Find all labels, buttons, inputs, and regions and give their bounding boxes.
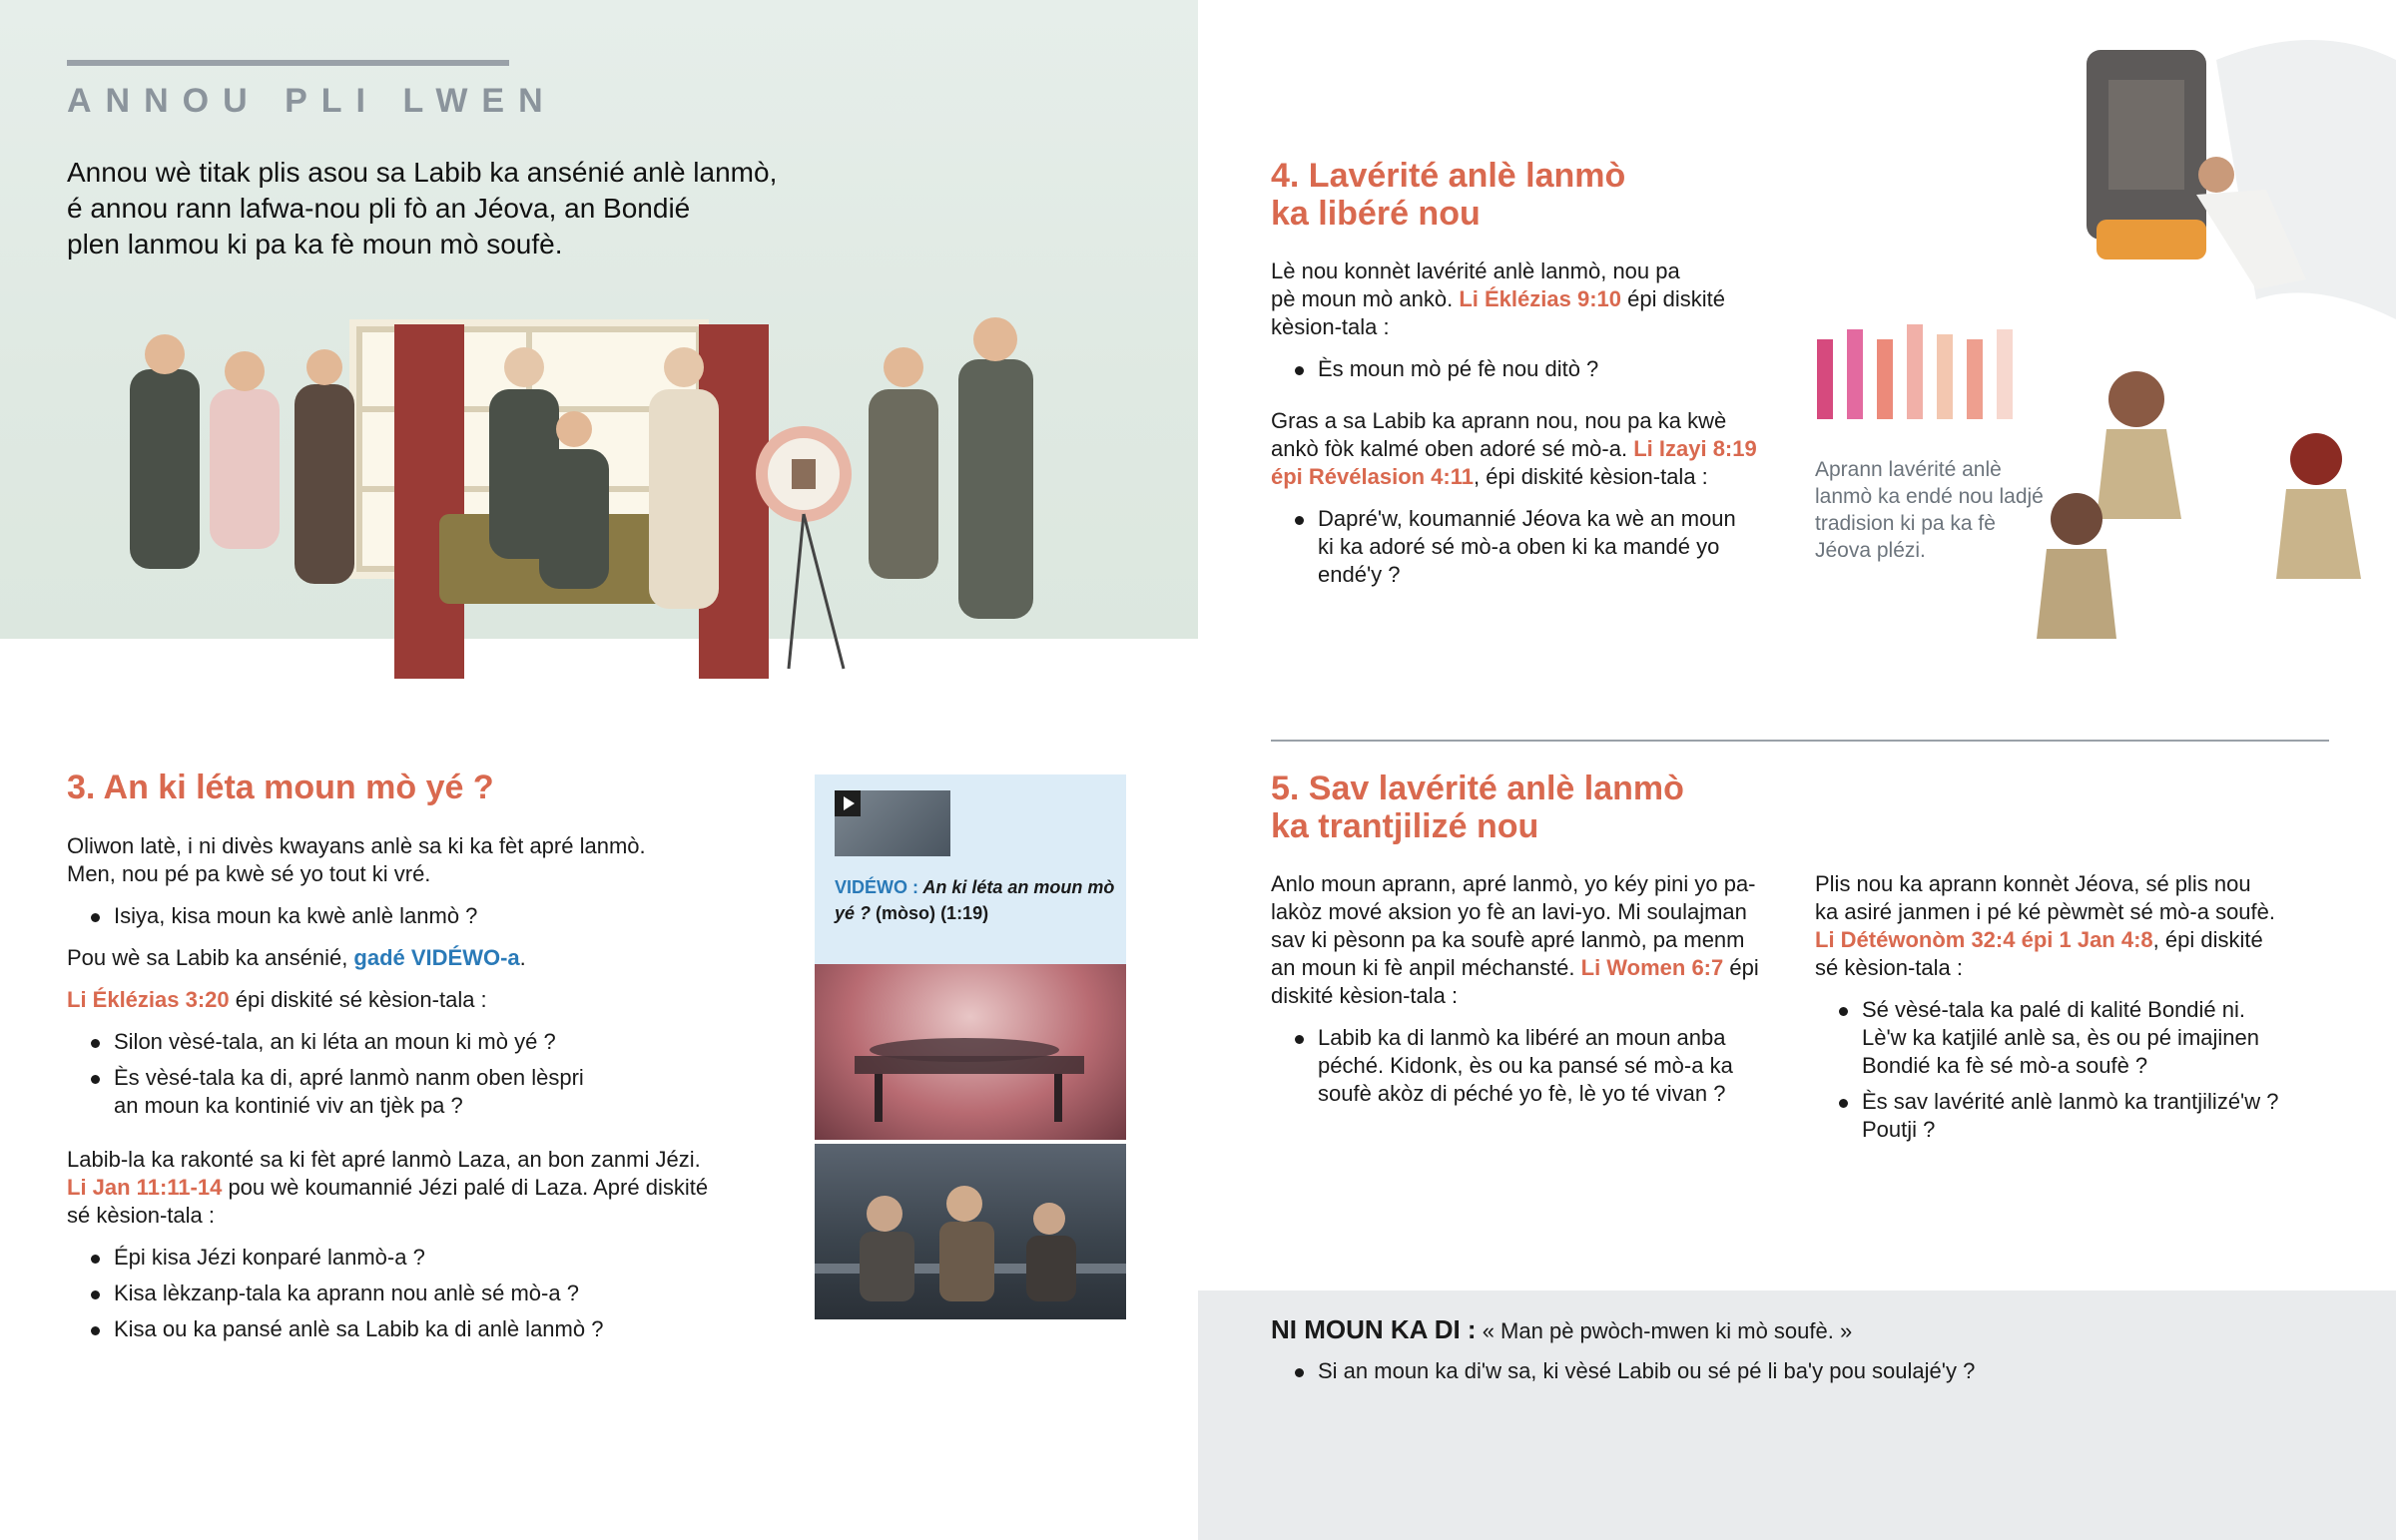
section-5-column-2: Plis nou ka aprann konnèt Jéova, sé plis nou ka asiré janmen i pé ké pèwmèt sé mò-a soufè. Li Détéwonòm 32:4 épi 1 Jan 4:8, épi diskité sé kèsion-tala : Sé vèsé-tala ka palé di kalité Bondié ni. Lè'w ka katjilé anlè sa, ès ou pé imajinen Bondié ka fè sé mò-a soufè ? Ès sav lavérité anlè lanmò ka trantjilizé'w ? Poutji ? bbox=[1815, 870, 2334, 1158]
scripture-link[interactable]: Li Éklézias 3:20 bbox=[67, 987, 230, 1012]
question-item: Kisa ou ka pansé anlè sa Labib ka di anlè lanmò ? bbox=[67, 1315, 766, 1343]
question-item: Isiya, kisa moun ka kwè anlè lanmò ? bbox=[67, 902, 766, 930]
watch-video-link[interactable]: gadé VIDÉWO-a bbox=[353, 945, 520, 970]
section-5-title: 5. Sav lavérité anlè lanmò ka trantjilizé nou bbox=[1271, 770, 1684, 845]
video-caption: VIDÉWO : An ki léta an moun mò yé ? (mòso) (1:19) bbox=[835, 877, 1115, 923]
grieving-people-photo bbox=[815, 1144, 1126, 1319]
scripture-link[interactable]: épi Révélasion 4:11 bbox=[1271, 464, 1474, 489]
header-rule bbox=[67, 60, 509, 66]
question-item: Silon vèsé-tala, an ki léta an moun ki mò yé ? bbox=[67, 1028, 766, 1056]
page-title: ANNOU PLI LWEN bbox=[67, 82, 557, 120]
question-item: Si an moun ka di'w sa, ki vèsé Labib ou sé pé li ba'y pou soulajé'y ? bbox=[1271, 1357, 1975, 1385]
question-item: Épi kisa Jézi konparé lanmò-a ? bbox=[67, 1244, 766, 1272]
question-item: Ès vèsé-tala ka di, apré lanmò nanm oben lèspri an moun ka kontinié viv an tjèk pa ? bbox=[67, 1064, 766, 1120]
scripture-link[interactable]: Li Éklézias 9:10 bbox=[1459, 286, 1621, 311]
question-item: Ès moun mò pé fè nou ditò ? bbox=[1271, 355, 1790, 383]
question-item: Kisa lèkzanp-tala ka aprann nou anlè sé mò-a ? bbox=[67, 1280, 766, 1307]
intro-text: Annou wè titak plis asou sa Labib ka ansénié anlè lanmò, é annou rann lafwa-nou pli fò an Jéova, an Bondié plen lanmou ki pa ka fè moun mò soufè. bbox=[67, 157, 778, 259]
question-item: Dapré'w, koumannié Jéova ka wè an moun ki ka adoré sé mò-a oben ki ka mandé yo endé'y ? bbox=[1271, 505, 1790, 589]
section-5-column-1: Anlo moun aprann, apré lanmò, yo kéy pini yo pa- lakòz mové aksion yo fè an lavi-yo. Mi soulajman sav ki pèsonn pa ka soufè apré lanmò, pa menm an moun ki fè anpil méchansté. Li Women 6:7 épi diskité kèsion-tala : Labib ka di lanmò ka libéré an moun anba péché. Kidonk, ès ou ka pansé sé mò-a ka soufè akòz di péché yo fè, lè yo té vivan ? bbox=[1271, 870, 1790, 1122]
section-3-title: 3. An ki léta moun mò yé ? bbox=[67, 769, 494, 806]
section-3-body: Oliwon latè, i ni divès kwayans anlè sa ki ka fèt apré lanmò. Men, nou pé pa kwè sé yo tout ki vré. Isiya, kisa moun ka kwè anlè lanmò ? Pou wè sa Labib ka ansénié, gadé VIDÉWO-a. Li Éklézias 3:20 épi diskité sé kèsion-tala : Silon vèsé-tala, an ki léta an moun ki mò yé ? Ès vèsé-tala ka di, apré lanmò nanm oben lèspri an moun ka kontinié viv an tjèk pa ? Labib-la ka rakonté sa ki fèt apré lanmò Laza, an bon zanmi Jézi. Li Jan 11:11-14 pou wè koumannié Jézi palé di Laza. Apré diskité sé kèsion-tala : Épi kisa Jézi konparé lanmò-a ? Kisa lèkzanp-tala ka aprann nou anlè sé mò-a ? Kisa ou ka pansé anlè sa Labib ka di anlè lanmò ? bbox=[67, 832, 766, 1357]
question-item: Labib ka di lanmò ka libéré an moun anba péché. Kidonk, ès ou ka pansé sé mò-a ka soufè akòz di péché yo fè, lè yo té vivan ? bbox=[1271, 1024, 1790, 1108]
grieving-people-graphic bbox=[815, 1144, 1126, 1319]
question-item: Ès sav lavérité anlè lanmò ka trantjilizé'w ? Poutji ? bbox=[1815, 1088, 2334, 1144]
funeral-scene-illustration bbox=[110, 299, 1108, 709]
people-say-label: NI MOUN KA DI : bbox=[1271, 1314, 1477, 1344]
people-say-box bbox=[1271, 1315, 1975, 1399]
video-box[interactable] bbox=[815, 774, 1126, 964]
section-4-image-caption: Aprann lavérité anlè lanmò ka endé nou ladjé tradision ki pa ka fè Jéova plézi. bbox=[1815, 458, 2044, 562]
section-4-title: 4. Lavérité anlè lanmò ka libéré nou bbox=[1271, 157, 1626, 233]
hospital-bed-graphic bbox=[815, 964, 1126, 1140]
section-divider bbox=[1271, 740, 2329, 742]
traditions-illustration bbox=[1797, 20, 2396, 689]
scripture-link[interactable]: Li Jan 11:11-14 bbox=[67, 1175, 223, 1200]
section-4-body: Lè nou konnèt lavérité anlè lanmò, nou pa pè moun mò ankò. Li Éklézias 9:10 épi diskité kèsion-tala : Ès moun mò pé fè nou ditò ? Gras a sa Labib ka aprann nou, nou pa ka kwè ankò fòk kalmé oben adoré sé mò-a. Li Izayi 8:19 épi Révélasion 4:11, épi diskité kèsion-tala : Dapré'w, koumannié Jéova ka wè an moun ki ka adoré sé mò-a oben ki ka mandé yo endé'y ? bbox=[1271, 257, 1790, 603]
scripture-link[interactable]: Li Détéwonòm 32:4 épi 1 Jan 4:8 bbox=[1815, 927, 2153, 952]
question-item: Sé vèsé-tala ka palé di kalité Bondié ni. Lè'w ka katjilé anlè sa, ès ou pé imajinen Bondié ka fè sé mò-a soufè ? bbox=[1815, 996, 2334, 1080]
video-thumbnail[interactable] bbox=[835, 790, 950, 856]
scripture-link[interactable]: Li Women 6:7 bbox=[1580, 955, 1724, 980]
hospital-bed-photo bbox=[815, 964, 1126, 1140]
people-say-quote: « Man pè pwòch-mwen ki mò soufè. » bbox=[1482, 1318, 1853, 1343]
play-icon[interactable] bbox=[835, 790, 861, 816]
scripture-link[interactable]: Li Izayi 8:19 bbox=[1633, 436, 1757, 461]
